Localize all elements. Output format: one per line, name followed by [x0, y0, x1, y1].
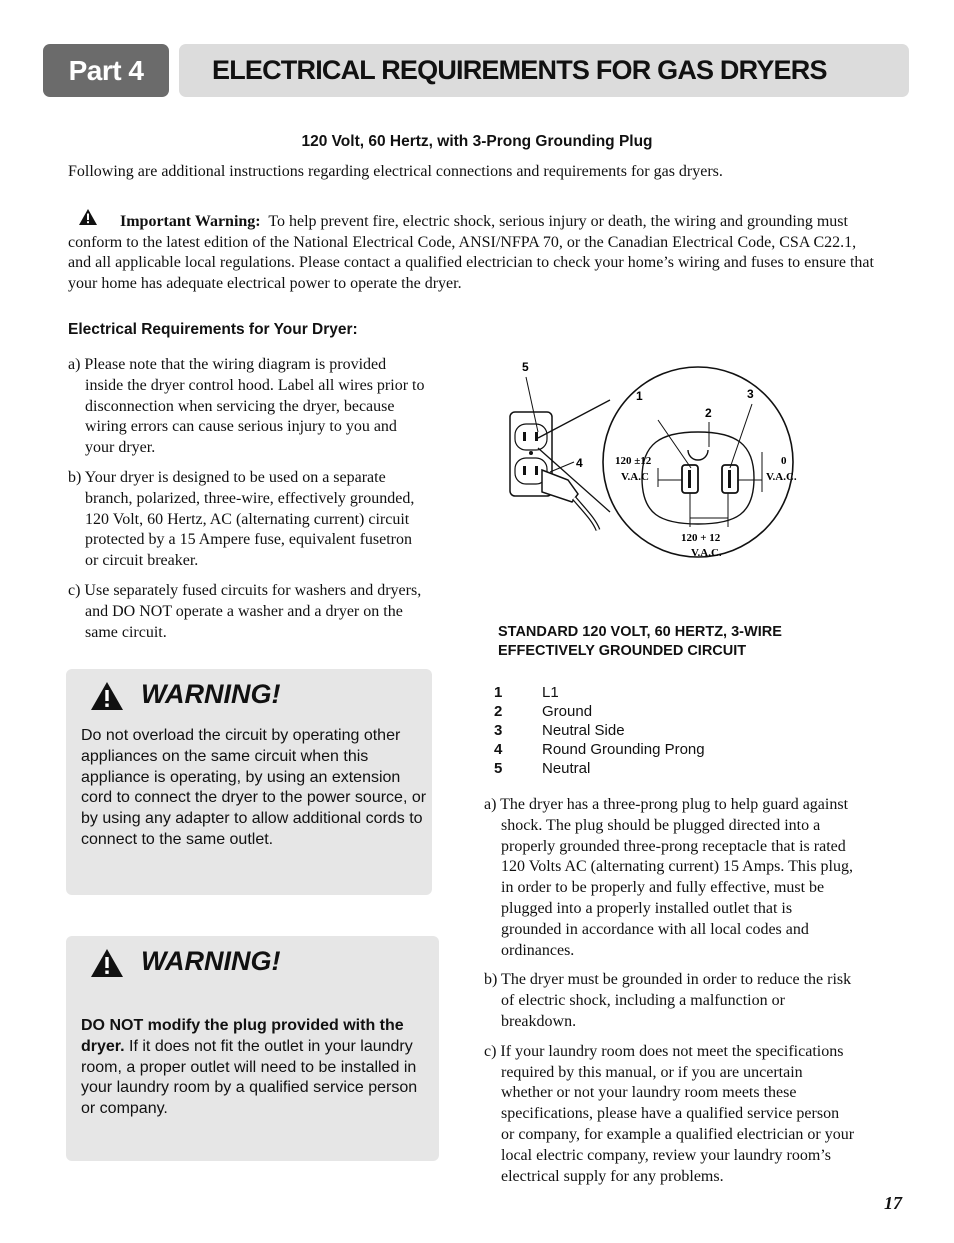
legend-number: 4 — [494, 741, 503, 758]
list-item: c) If your laundry room does not meet the specifications required by this manual, or if you are uncertain whether or not your laundry room meets these specifications, please have a qualified service person or company, for example a qualified electrician or your local electric company, review your laundry room’s electrical supply for any problems. — [484, 1042, 855, 1185]
list-item: a) The dryer has a three-prong plug to help guard against shock. The plug should be plugged directed into a properly grounded three-prong receptacle that is rated 120 Volts AC (alternating current) 15 Amps. This plug, in order to be properly and fully effective, must be plugged into a properly installed outlet that is grounded in accordance with all local codes and ordinances. — [484, 796, 853, 959]
legend-label: Round Grounding Prong — [542, 741, 705, 758]
plug — [542, 470, 578, 502]
voltage-right-value: 0 — [781, 455, 787, 467]
caption-line: STANDARD 120 VOLT, 60 HERTZ, 3-WIRE — [498, 624, 782, 640]
legend-label: L1 — [542, 684, 559, 701]
requirements-heading: Electrical Requirements for Your Dryer: — [68, 321, 358, 338]
diagram-label-4: 4 — [576, 456, 583, 470]
warning-box-plug — [66, 936, 439, 1161]
diagram-caption — [498, 623, 782, 661]
page-number: 17 — [884, 1193, 902, 1213]
warning-triangle-icon — [90, 681, 124, 711]
legend-number: 3 — [494, 722, 503, 739]
legend-number: 2 — [494, 703, 503, 720]
important-warning — [68, 212, 878, 294]
caption-line: EFFECTIVELY GROUNDED CIRCUIT — [498, 643, 747, 659]
diagram-label-3: 3 — [747, 387, 754, 401]
list-item: c) Use separately fused circuits for washers and dryers, and DO NOT operate a washer and a dryer on the same circuit. — [68, 581, 422, 641]
legend-label: Neutral Side — [542, 722, 625, 739]
voltage-bottom-value: 120 + 12 — [681, 532, 721, 544]
list-item: a) Please note that the wiring diagram is provided inside the dryer control hood. Label all wires prior to disconnection when servicing the dryer, because wiring errors can cause serious injury to you and your dryer. — [68, 356, 425, 457]
warning-body-text: If it does not fit the outlet in your laundry room, a proper outlet will need to be installed in your laundry room by a qualified service person or company. — [81, 1037, 418, 1118]
part-label: Part 4 — [43, 44, 169, 97]
list-item: b) Your dryer is designed to be used on a separate branch, polarized, three-wire, effectively grounded, 120 Volt, 60 Hertz, AC (alternating current) circuit protected by a 15 Ampere fuse, equivalent fusetron or circuit breaker. — [68, 468, 415, 570]
warning-title: WARNING! — [141, 946, 281, 976]
diagram-label-2: 2 — [705, 406, 712, 420]
legend-label: Ground — [542, 703, 593, 720]
important-warning-text: To help prevent fire, electric shock, serious injury or death, the wiring and grounding must conform to the latest edition of the National Electrical Code, ANSI/NFPA 70, or the Canadian Electrical Code, CSA C22.1, and all applicable local regulations. Please contact a qualified electrician to check your home’s wiring and fuses to ensure that your home has adequate electrical power to operate the dryer. — [68, 213, 874, 292]
section-heading: 120 Volt, 60 Hertz, with 3-Prong Grounding Plug — [301, 133, 653, 150]
important-warning-label: Important Warning: — [120, 213, 261, 230]
legend-row — [494, 684, 705, 703]
warning-text — [81, 1016, 433, 1120]
page-title: ELECTRICAL REQUIREMENTS FOR GAS DRYERS — [179, 44, 909, 97]
legend-label: Neutral — [542, 760, 591, 777]
left-requirements-list — [68, 355, 428, 652]
voltage-bottom-unit: V.A.C. — [691, 547, 722, 559]
voltage-left-unit: V.A.C — [621, 471, 649, 483]
diagram-label-5: 5 — [522, 360, 529, 374]
legend-row — [494, 760, 705, 779]
warning-text: Do not overload the circuit by operating other appliances on the same circuit when this appliance is operating, by using an extension cord to connect the dryer to the power source, or by using any adapter to allow additional cords to connect to the same outlet. — [81, 727, 427, 848]
intro-paragraph: Following are additional instructions regarding electrical connections and requirements for gas dryers. — [68, 163, 723, 180]
warning-box-overload — [66, 669, 432, 895]
right-grounding-list — [484, 795, 856, 1196]
voltage-left-value: 120 ±12 — [615, 455, 652, 467]
voltage-right-unit: V.A.C. — [766, 471, 797, 483]
legend-number: 5 — [494, 760, 503, 777]
warning-triangle-icon — [90, 948, 124, 978]
outlet-wiring-diagram — [498, 352, 878, 578]
warning-title: WARNING! — [141, 679, 281, 709]
list-item: b) The dryer must be grounded in order to reduce the risk of electric shock, including a malfunction or breakdown. — [484, 971, 852, 1030]
warning-bold-text: DO NOT modify the plug provided with the dryer. — [81, 1017, 404, 1055]
diagram-legend — [494, 684, 705, 779]
legend-row — [494, 741, 705, 760]
diagram-label-1: 1 — [636, 389, 643, 403]
legend-row — [494, 703, 705, 722]
legend-row — [494, 722, 705, 741]
legend-number: 1 — [494, 684, 503, 701]
